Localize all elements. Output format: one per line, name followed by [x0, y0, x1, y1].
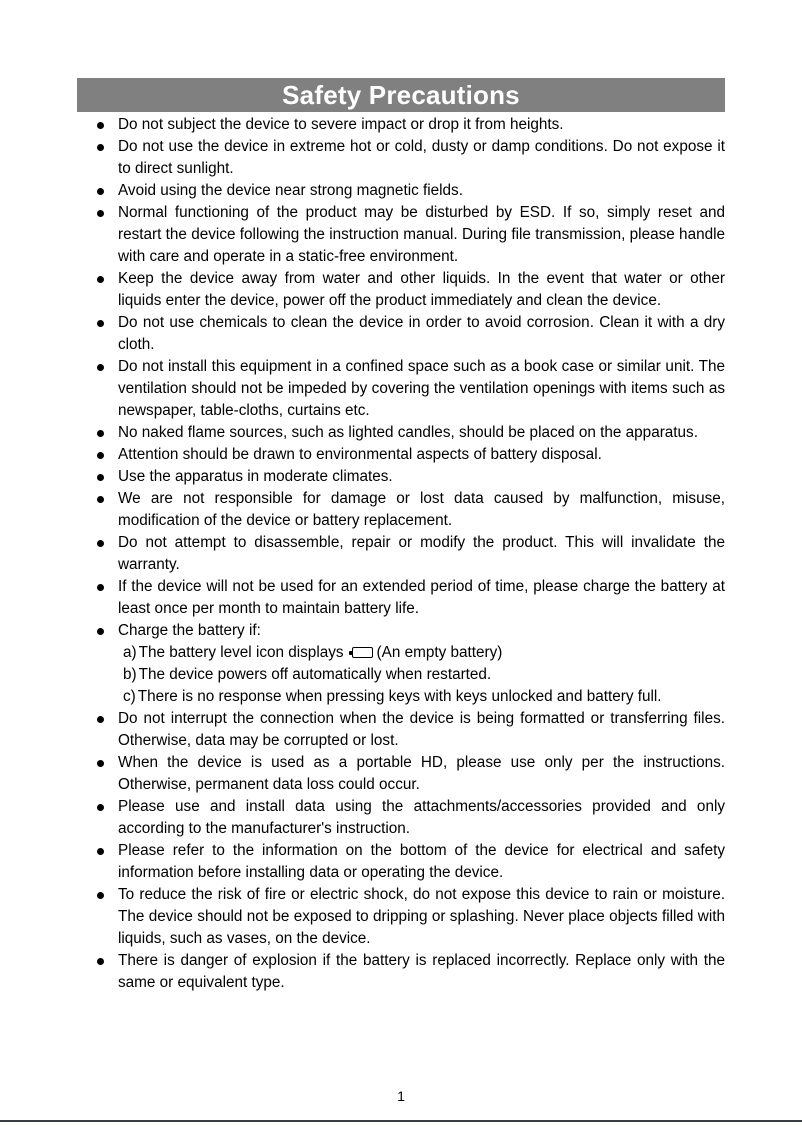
subitem-label: b)	[123, 666, 137, 683]
list-item	[77, 488, 725, 532]
precaution-text: Do not subject the device to severe impact or drop it from heights.	[118, 116, 564, 133]
bullet-icon	[97, 364, 104, 371]
list-item	[77, 180, 725, 202]
subitem-a	[118, 642, 725, 664]
bullet-icon	[97, 584, 104, 591]
subitem-b	[118, 664, 725, 686]
bullet-icon	[97, 496, 104, 503]
bullet-icon	[97, 716, 104, 723]
bullet-icon	[97, 320, 104, 327]
precaution-text: When the device is used as a portable HD, please use only per the instructions. Otherwise, permanent data loss could occur.	[118, 754, 725, 793]
precautions-content	[77, 114, 725, 994]
bullet-icon	[97, 540, 104, 547]
charge-battery-subitems	[118, 642, 725, 708]
list-item	[77, 422, 725, 444]
subitem-text-before-icon: The battery level icon displays	[138, 644, 344, 661]
precaution-text: Avoid using the device near strong magnetic fields.	[118, 182, 463, 199]
page-title: Safety Precautions	[282, 80, 520, 110]
list-item	[77, 752, 725, 796]
list-item	[77, 114, 725, 136]
list-item	[77, 950, 725, 994]
precaution-text: There is danger of explosion if the battery is replaced incorrectly. Replace only with the same or equivalent type.	[118, 952, 725, 991]
bullet-icon	[97, 276, 104, 283]
bullet-icon	[97, 210, 104, 217]
precautions-list	[77, 114, 725, 994]
list-item	[77, 708, 725, 752]
subitem-text-after-icon: (An empty battery)	[376, 644, 503, 661]
list-item	[77, 444, 725, 466]
bullet-icon	[97, 848, 104, 855]
bullet-icon	[97, 122, 104, 129]
list-item	[77, 136, 725, 180]
precaution-text: Do not attempt to disassemble, repair or modify the product. This will invalidate the warranty.	[118, 534, 725, 573]
list-item	[77, 466, 725, 488]
list-item	[77, 356, 725, 422]
precaution-text: Do not install this equipment in a confined space such as a book case or similar unit. The ventilation should not be impeded by covering the ventilation openings with items such as newspaper, table-cloths, curtains etc.	[118, 358, 725, 419]
bullet-icon	[97, 804, 104, 811]
precaution-text: We are not responsible for damage or lost data caused by malfunction, misuse, modification of the device or battery replacement.	[118, 490, 725, 529]
empty-battery-icon	[352, 647, 373, 658]
precaution-text: Do not use the device in extreme hot or cold, dusty or damp conditions. Do not expose it to direct sunlight.	[118, 138, 725, 177]
precaution-text: Please refer to the information on the bottom of the device for electrical and safety information before installing data or operating the device.	[118, 842, 725, 881]
list-item	[77, 884, 725, 950]
subitem-label: c)	[123, 688, 136, 705]
bullet-icon	[97, 144, 104, 151]
precaution-text: Charge the battery if:	[118, 622, 261, 639]
bullet-icon	[97, 892, 104, 899]
bullet-icon	[97, 474, 104, 481]
subitem-c	[118, 686, 725, 708]
page-number: 1	[397, 1088, 405, 1104]
precaution-text: No naked flame sources, such as lighted candles, should be placed on the apparatus.	[118, 424, 698, 441]
bullet-icon	[97, 452, 104, 459]
list-item	[77, 312, 725, 356]
precaution-text: Attention should be drawn to environmental aspects of battery disposal.	[118, 446, 602, 463]
subitem-text: There is no response when pressing keys with keys unlocked and battery full.	[137, 688, 662, 705]
precaution-text: If the device will not be used for an extended period of time, please charge the battery at least once per month to maintain battery life.	[118, 578, 725, 617]
footer-divider	[0, 1120, 802, 1122]
precaution-text: Please use and install data using the attachments/accessories provided and only according to the manufacturer's instruction.	[118, 798, 725, 837]
precaution-text: Do not use chemicals to clean the device in order to avoid corrosion. Clean it with a dry cloth.	[118, 314, 725, 353]
list-item	[77, 576, 725, 620]
list-item	[77, 268, 725, 312]
precaution-text: Normal functioning of the product may be disturbed by ESD. If so, simply reset and restart the device following the instruction manual. During file transmission, please handle with care and operate in a static-free environment.	[118, 204, 725, 265]
precaution-text: Use the apparatus in moderate climates.	[118, 468, 393, 485]
list-item	[77, 796, 725, 840]
page-title-banner	[77, 78, 725, 112]
bullet-icon	[97, 188, 104, 195]
bullet-icon	[97, 958, 104, 965]
bullet-icon	[97, 430, 104, 437]
bullet-icon	[97, 628, 104, 635]
list-item	[77, 840, 725, 884]
bullet-icon	[97, 760, 104, 767]
precaution-text: Keep the device away from water and other liquids. In the event that water or other liquids enter the device, power off the product immediately and clean the device.	[118, 270, 725, 309]
list-item-charge-battery	[77, 620, 725, 708]
list-item	[77, 532, 725, 576]
precaution-text: To reduce the risk of fire or electric shock, do not expose this device to rain or moisture. The device should not be exposed to dripping or splashing. Never place objects filled with liquids, such as vases, on the device.	[118, 886, 725, 947]
subitem-label: a)	[123, 644, 137, 661]
precaution-text: Do not interrupt the connection when the device is being formatted or transferring files. Otherwise, data may be corrupted or lost.	[118, 710, 725, 749]
list-item	[77, 202, 725, 268]
subitem-text: The device powers off automatically when restarted.	[138, 666, 492, 683]
